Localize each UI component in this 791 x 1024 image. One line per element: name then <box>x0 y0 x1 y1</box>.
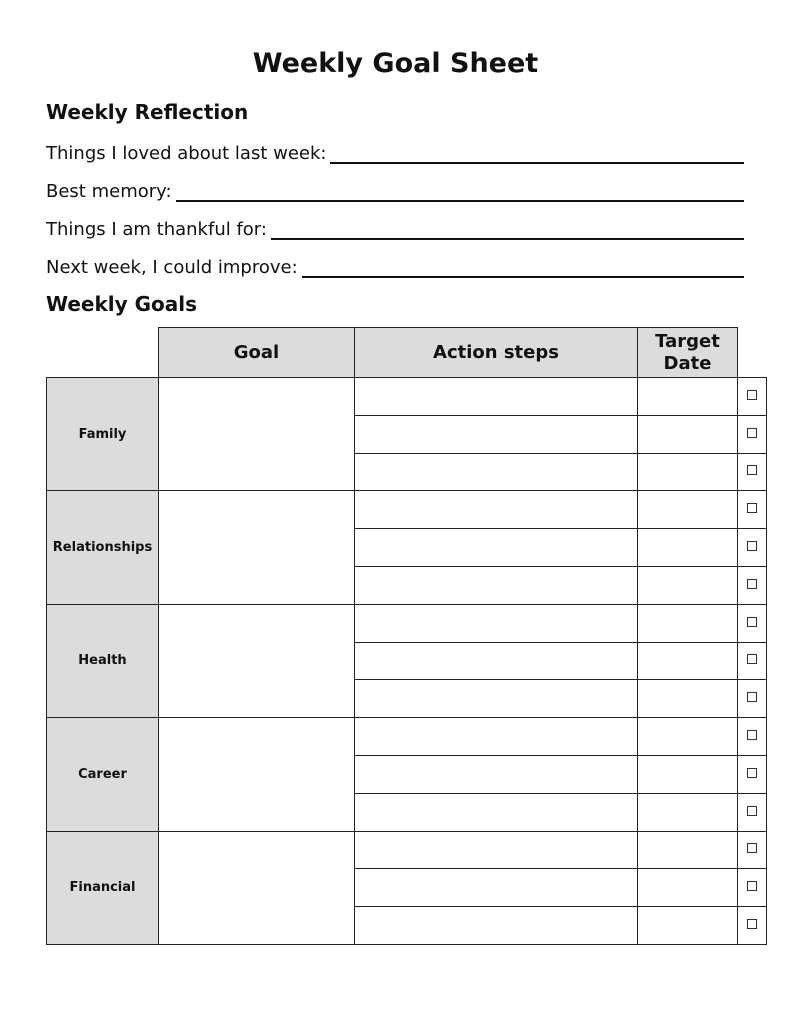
reflection-prompt <box>46 216 744 240</box>
checkbox-cell[interactable] <box>738 566 767 604</box>
checkbox-header <box>738 328 767 378</box>
checkbox[interactable] <box>747 465 757 475</box>
target-date-cell[interactable] <box>638 378 738 416</box>
answer-line[interactable] <box>176 182 744 202</box>
checkbox[interactable] <box>747 843 757 853</box>
goal-cell[interactable] <box>159 378 355 491</box>
action-step-cell[interactable] <box>355 831 638 869</box>
checkbox[interactable] <box>747 390 757 400</box>
target-date-label: Target Date <box>655 330 720 374</box>
prompt-label: Best memory: <box>46 181 172 202</box>
goal-cell[interactable] <box>159 491 355 604</box>
action-step-cell[interactable] <box>355 642 638 680</box>
category-cell: Health <box>47 604 159 717</box>
page-title: Weekly Goal Sheet <box>252 48 539 79</box>
target-date-cell[interactable] <box>638 566 738 604</box>
answer-line[interactable] <box>271 220 744 240</box>
reflection-prompt <box>46 254 744 278</box>
prompt-label: Things I am thankful for: <box>46 219 267 240</box>
action-step-cell[interactable] <box>355 566 638 604</box>
target-date-cell[interactable] <box>638 491 738 529</box>
action-steps-header: Action steps <box>355 328 638 378</box>
goal-header: Goal <box>159 328 355 378</box>
checkbox-cell[interactable] <box>738 453 767 491</box>
reflection-prompt <box>46 140 744 164</box>
checkbox-cell[interactable] <box>738 793 767 831</box>
target-date-cell[interactable] <box>638 680 738 718</box>
target-date-cell[interactable] <box>638 529 738 567</box>
corner-cell <box>47 328 159 378</box>
category-cell: Career <box>47 718 159 831</box>
action-step-cell[interactable] <box>355 907 638 945</box>
prompt-label: Things I loved about last week: <box>46 143 327 164</box>
checkbox-cell[interactable] <box>738 755 767 793</box>
category-cell: Family <box>47 378 159 491</box>
checkbox-cell[interactable] <box>738 378 767 416</box>
target-date-cell[interactable] <box>638 718 738 756</box>
table-row <box>47 718 767 756</box>
action-step-cell[interactable] <box>355 453 638 491</box>
action-step-cell[interactable] <box>355 529 638 567</box>
checkbox[interactable] <box>747 428 757 438</box>
target-date-cell[interactable] <box>638 415 738 453</box>
checkbox[interactable] <box>747 692 757 702</box>
action-step-cell[interactable] <box>355 718 638 756</box>
goals-heading: Weekly Goals <box>46 292 198 316</box>
checkbox-cell[interactable] <box>738 718 767 756</box>
action-step-cell[interactable] <box>355 491 638 529</box>
action-step-cell[interactable] <box>355 755 638 793</box>
checkbox[interactable] <box>747 579 757 589</box>
checkbox-cell[interactable] <box>738 604 767 642</box>
category-cell: Relationships <box>47 491 159 604</box>
checkbox[interactable] <box>747 541 757 551</box>
table-row <box>47 491 767 529</box>
checkbox[interactable] <box>747 881 757 891</box>
action-step-cell[interactable] <box>355 604 638 642</box>
goal-cell[interactable] <box>159 718 355 831</box>
table-row <box>47 378 767 416</box>
checkbox[interactable] <box>747 806 757 816</box>
action-step-cell[interactable] <box>355 680 638 718</box>
category-cell: Financial <box>47 831 159 944</box>
table-row <box>47 831 767 869</box>
target-date-cell[interactable] <box>638 907 738 945</box>
checkbox[interactable] <box>747 768 757 778</box>
target-date-cell[interactable] <box>638 831 738 869</box>
checkbox[interactable] <box>747 503 757 513</box>
action-step-cell[interactable] <box>355 378 638 416</box>
checkbox[interactable] <box>747 617 757 627</box>
reflection-heading: Weekly Reflection <box>46 100 249 124</box>
target-date-cell[interactable] <box>638 793 738 831</box>
checkbox-cell[interactable] <box>738 907 767 945</box>
goals-table <box>46 327 767 945</box>
answer-line[interactable] <box>330 144 744 164</box>
checkbox-cell[interactable] <box>738 680 767 718</box>
target-date-cell[interactable] <box>638 642 738 680</box>
target-date-cell[interactable] <box>638 869 738 907</box>
reflection-prompt <box>46 178 744 202</box>
checkbox-cell[interactable] <box>738 529 767 567</box>
action-step-cell[interactable] <box>355 415 638 453</box>
prompt-label: Next week, I could improve: <box>46 257 298 278</box>
target-date-cell[interactable] <box>638 755 738 793</box>
target-date-header <box>638 328 738 378</box>
answer-line[interactable] <box>302 258 744 278</box>
checkbox-cell[interactable] <box>738 642 767 680</box>
table-row <box>47 604 767 642</box>
goal-cell[interactable] <box>159 604 355 717</box>
checkbox-cell[interactable] <box>738 869 767 907</box>
action-step-cell[interactable] <box>355 869 638 907</box>
target-date-cell[interactable] <box>638 604 738 642</box>
checkbox-cell[interactable] <box>738 491 767 529</box>
checkbox[interactable] <box>747 919 757 929</box>
checkbox-cell[interactable] <box>738 415 767 453</box>
target-date-cell[interactable] <box>638 453 738 491</box>
checkbox[interactable] <box>747 654 757 664</box>
checkbox[interactable] <box>747 730 757 740</box>
checkbox-cell[interactable] <box>738 831 767 869</box>
action-step-cell[interactable] <box>355 793 638 831</box>
goal-cell[interactable] <box>159 831 355 944</box>
